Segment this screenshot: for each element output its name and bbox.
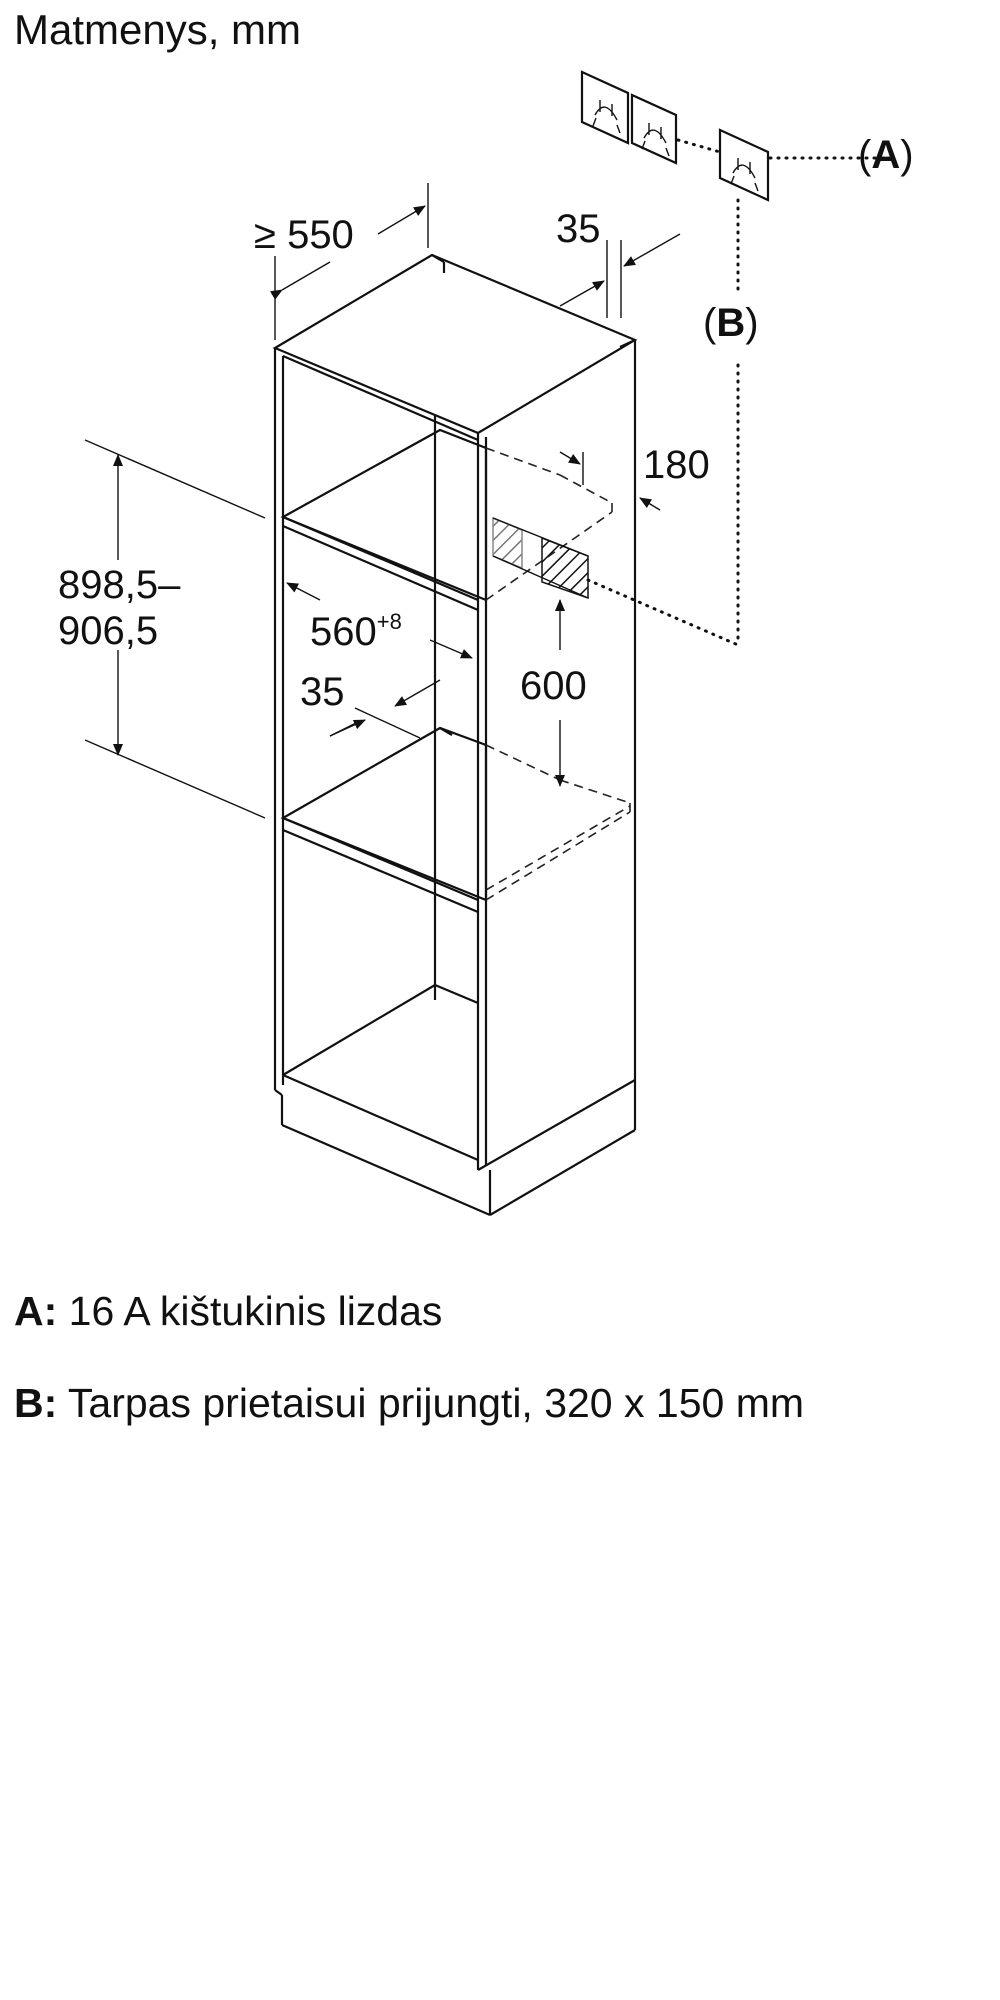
marker-b: (B)	[703, 301, 759, 345]
legend-key: B:	[14, 1380, 58, 1426]
socket-height-label: 180	[643, 443, 710, 487]
niche-height-label-1: 898,5–	[58, 563, 181, 607]
connection-cutout	[493, 518, 588, 598]
socket-icon	[582, 72, 768, 200]
back-gap-label: 35	[556, 207, 601, 251]
dotted-leaders	[588, 140, 890, 645]
shelf-gap-label: 35	[300, 670, 345, 714]
depth-label: ≥ 550	[254, 213, 354, 257]
marker-a: (A)	[858, 133, 914, 177]
niche-width-label: $560^{+8}$	[310, 609, 402, 654]
cutout-height-label: 600	[520, 664, 587, 708]
legend-key: A:	[14, 1288, 58, 1334]
legend-text: Tarpas prietaisui prijungti, 320 x 150 mm	[67, 1380, 804, 1426]
legend-item-b	[14, 1380, 804, 1427]
dimension-lines	[85, 183, 680, 818]
niche-height-label-2: 906,5	[58, 609, 159, 653]
legend-text: 16 A kištukinis lizdas	[68, 1288, 443, 1334]
page-title: Matmenys, mm	[14, 6, 302, 53]
legend-item-a	[14, 1288, 442, 1335]
cabinet	[275, 255, 635, 1215]
